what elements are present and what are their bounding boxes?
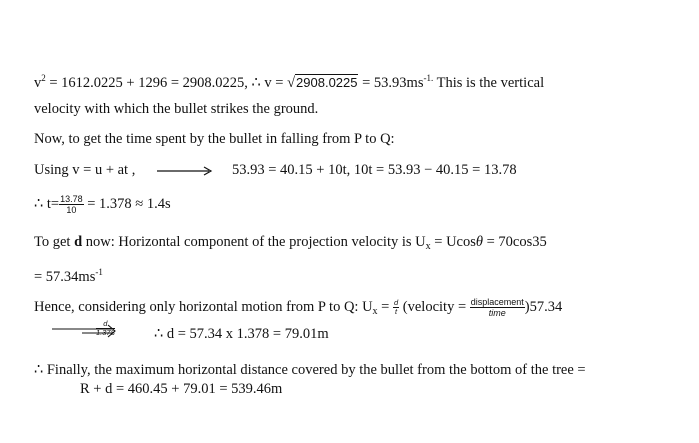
fraction-numerator: d [393, 298, 399, 307]
text-segment: = 70cos35 [483, 234, 547, 250]
velocity-definition-fraction [470, 297, 525, 318]
unit-exponent: -1. [423, 73, 434, 83]
text-segment: )57.34 [524, 298, 563, 315]
text-segment: = [377, 298, 393, 315]
velocity-equation-line [34, 69, 544, 92]
horizontal-component-line [34, 233, 547, 256]
d-over-fraction [96, 319, 115, 337]
time-calculation: 53.93 = 40.15 + 10t, 10t = 53.93 − 40.15 = 13.78 [232, 162, 517, 178]
unit-exponent: -1 [95, 267, 103, 277]
text-segment: (velocity = [399, 298, 470, 315]
time-fraction [59, 194, 84, 215]
final-result: R + d = 460.45 + 79.01 = 539.46m [80, 381, 283, 397]
horizontal-velocity-result [34, 263, 103, 286]
formula-label: Using v = u + at , [34, 162, 136, 178]
right-arrow-icon [157, 166, 215, 176]
v-symbol: v [34, 75, 42, 91]
fraction-denominator: 10 [66, 205, 77, 215]
distance-calculation: ∴ d = 57.34 x 1.378 = 79.01m [154, 326, 329, 342]
sqrt-argument: 2908.0225 [296, 75, 358, 90]
sqrt-sign: √ [287, 75, 296, 91]
kinematics-equation-line [34, 161, 135, 179]
fraction-numerator: displacement [470, 297, 524, 307]
velocity-description-end: velocity with which the bullet strikes the ground. [34, 101, 319, 117]
fraction-numerator: 13.78 [60, 194, 83, 204]
d-symbol: d [74, 234, 83, 250]
final-statement: ∴ Finally, the maximum horizontal distance covered by the bullet from the bottom of the tree = [34, 362, 586, 378]
x-subscript: x [425, 241, 431, 252]
time-result: = 1.378 ≈ 1.4s [83, 195, 171, 212]
time-intro-text: Now, to get the time spent by the bullet in falling from P to Q: [34, 131, 395, 147]
text-segment: now: Horizontal component of the projection velocity is U [82, 234, 426, 250]
velocity-description-start: This is the vertical [433, 75, 545, 91]
fraction-denominator: t [395, 307, 398, 316]
x-subscript: x [372, 305, 378, 317]
fraction-denominator: time [488, 308, 506, 318]
squared-exponent: 2 [41, 73, 46, 83]
time-result-line [34, 194, 171, 220]
value: = 57.34ms [34, 269, 96, 285]
velocity-sum-text: = 1612.0225 + 1296 = 2908.0225, ∴ v = [45, 75, 288, 91]
velocity-result-text: = 53.93ms [358, 75, 424, 91]
fraction-numerator: d [96, 320, 115, 329]
text-segment: Hence, considering only horizontal motion from P to Q: U [34, 298, 373, 315]
text-segment: To get [34, 234, 75, 250]
fraction-denominator: 1.378 [96, 328, 115, 338]
arrow-fraction [96, 320, 115, 337]
therefore-t: ∴ t= [34, 195, 60, 212]
text-segment: = Ucos [430, 234, 476, 250]
theta-symbol: θ [475, 234, 483, 250]
